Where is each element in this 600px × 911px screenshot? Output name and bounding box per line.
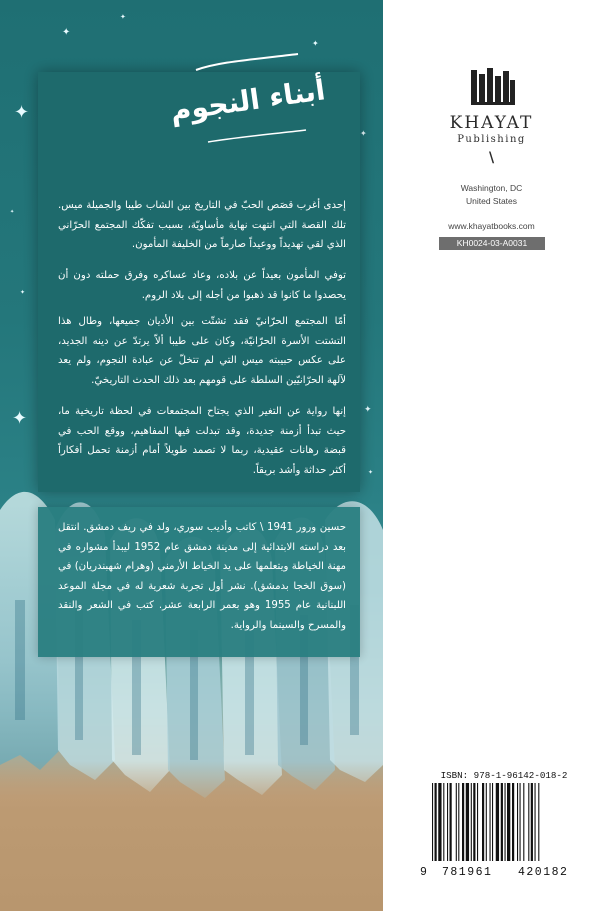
barcode-bar (505, 783, 506, 861)
barcode-bar (520, 783, 521, 861)
barcode-digit-first: 9 (420, 866, 427, 879)
title-calligraphy (168, 39, 328, 162)
star-icon: ✦ (364, 405, 372, 415)
barcode-bars (430, 783, 580, 863)
barcode-bar (492, 783, 493, 861)
barcode-block (420, 770, 588, 890)
barcode-bar (523, 783, 524, 861)
city-line-1: Washington, DC (460, 183, 523, 193)
barcode-bar (512, 783, 514, 861)
barcode-bar (482, 783, 484, 861)
star-icon: ✦ (14, 102, 30, 123)
synopsis-paragraph-4: إنها رواية عن التغير الذي يجتاح المجتمعات في لحظة تاريخية ما، حيث تبدأ أزمنة جديدة، وقد تبدلت فيها المفاهيم، ووقع الحب في قبضة رهانات عقيدية، ربما لا تصمد طويلاً أمام أزمنة تحمل أفكاراً أكثر حداثة وأشد بريقاً. (58, 406, 346, 476)
star-icon: ✦ (360, 129, 367, 138)
publisher-name: KHAYAT (449, 113, 534, 133)
synopsis-paragraph-3: أمّا المجتمع الحرّانيّ فقد تشتّت بين الأديان جميعها، وطال هذا التشتت الأسرة الحرّانيّة، وكان على طيبا ألاّ يرتدّ عن دينه الجديد، على عكس حبيبته ميس التي لم تتخلّ عن عبادة النجوم، ولم يعد لآلهة الحرّانيّين السلطة على قومهم بعد ذلك الحدث التاريخيّ. (58, 316, 346, 386)
barcode-bar (501, 783, 503, 861)
star-icon: ✦ (120, 13, 126, 21)
star-icon: ✦ (20, 289, 26, 296)
publisher-location (383, 182, 600, 208)
barcode-bar (458, 783, 459, 861)
barcode-bar (507, 783, 510, 861)
barcode-bar (450, 783, 452, 861)
barcode-bar (486, 783, 487, 861)
publisher-website: www.khayatbooks.com (448, 221, 535, 231)
author-bio: حسين ورور 1941 \ كاتب وأديب سوري، ولد في ريف دمشق. انتقل بعد دراسته الابتدائية إلى مدينة دمشق عام 1952 ليبدأ مشواره في مهنة الخياطة ويتعلمها على يد الخياط الأرمني (وهرام شهبندريان) في (سوق الخجا بدمشق). نشر أول تجربة شعرية له في مجلة الموعد اللبنانية عام 1955 وهو بعمر الرابعة عشر. كتب في الشعر والنقد والمسرح والسينما والرواية. (58, 522, 347, 631)
barcode-bar (531, 783, 533, 861)
barcode-bar (456, 783, 457, 861)
star-icon: ✦ (368, 469, 374, 476)
star-icon: ✦ (12, 408, 28, 429)
publisher-subtitle: Publishing (457, 134, 526, 145)
barcode-bar (466, 783, 469, 861)
khayat-book-logo-icon (471, 68, 515, 106)
barcode-bar (490, 783, 491, 861)
barcode-bar (462, 783, 464, 861)
barcode-bar (438, 783, 441, 861)
book-title-text: أبناء النجوم (168, 73, 328, 128)
publisher-mark: \ (488, 150, 495, 166)
star-icon: ✦ (10, 209, 15, 215)
product-code-badge: KH0024-03-A0031 (439, 237, 545, 250)
barcode-bar (435, 783, 437, 861)
barcode-bar (517, 783, 518, 861)
barcode-bar (473, 783, 475, 861)
barcode-digits-left: 781961 (442, 866, 493, 879)
sand-ground (0, 761, 383, 911)
barcode-digits-right: 420182 (518, 866, 569, 879)
synopsis-paragraph-2: توفي المأمون بعيداً عن بلاده، وعاد عساكره وفرق حملته دون أن يحصدوا ما كانوا قد ذهبوا من أجله إلى بلاد الروم. (58, 270, 346, 301)
barcode-bar (443, 783, 444, 861)
barcode-bar (471, 783, 472, 861)
isbn-label: ISBN: 978-1-96142-018-2 (440, 770, 568, 781)
barcode-bar (432, 783, 433, 861)
star-icon: ✦ (312, 39, 319, 48)
barcode-bar (477, 783, 478, 861)
barcode-bar (496, 783, 499, 861)
barcode-bar (535, 783, 536, 861)
barcode-bar (538, 783, 539, 861)
star-icon: ✦ (62, 27, 71, 38)
barcode-bar (528, 783, 529, 861)
synopsis-paragraph-1: إحدى أغرب قصَص الحبّ في التاريخ بين الشاب طيبا والجميلة ميس. تلك القصة التي انتهت نهاية مأساويّة، بسبب تفكّك المجتمع الحرّاني الذي لقي تهديداً ووعيداً صارماً من الخليفة المأمون. (58, 200, 346, 250)
barcode-bar (447, 783, 448, 861)
book-title (168, 39, 328, 162)
city-line-2: United States (465, 196, 518, 206)
